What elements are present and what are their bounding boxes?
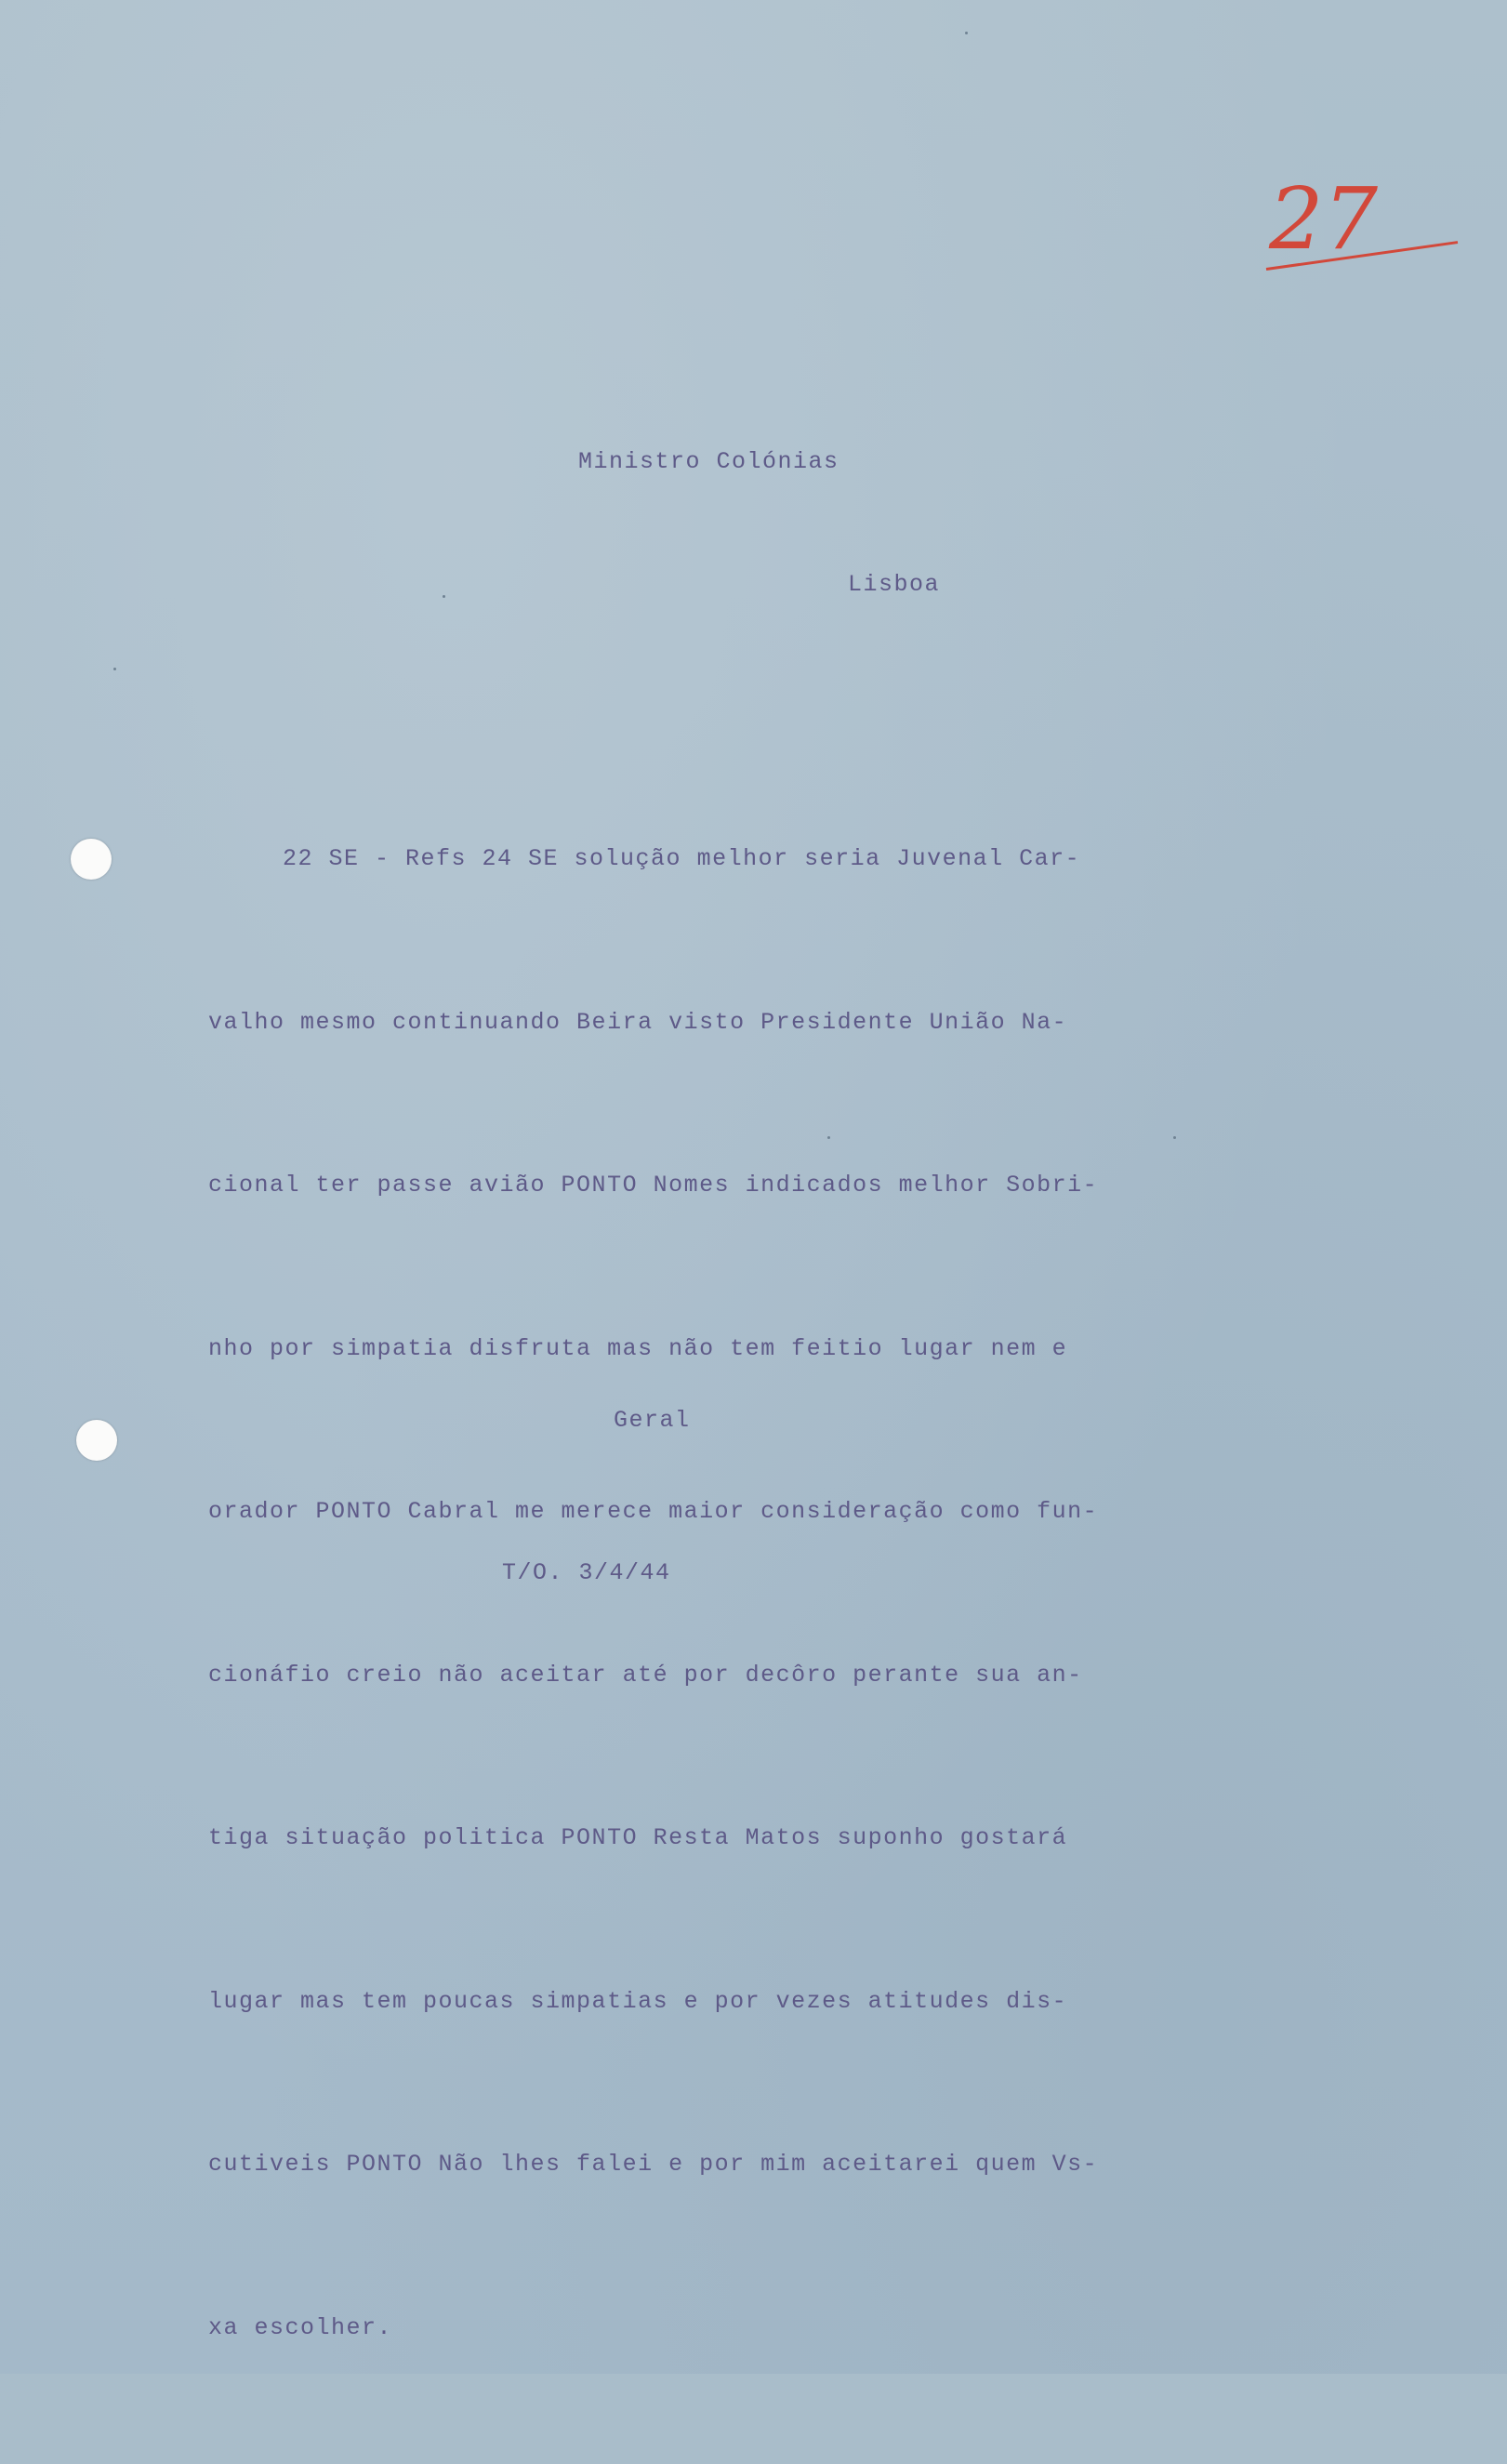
paper-speck	[827, 1136, 830, 1139]
body-line: lugar mas tem poucas simpatias e por vezes atitudes dis-	[208, 1987, 1068, 2015]
paper-speck	[1173, 1136, 1176, 1139]
body-line: cutiveis PONTO Não lhes falei e por mim aceitarei quem Vs-	[208, 2151, 1099, 2178]
page-number: 27	[1269, 169, 1379, 269]
body-line: nho por simpatia disfruta mas não tem feitio lugar nem e	[208, 1334, 1068, 1362]
body-line: cionáfio creio não aceitar até por decôro perante sua an-	[208, 1661, 1083, 1689]
body-line: orador PONTO Cabral me merece maior consideração como fun-	[208, 1498, 1099, 1525]
paper-speck	[113, 668, 116, 670]
reference: T/O. 3/4/44	[502, 1559, 671, 1586]
paper-speck	[443, 595, 445, 598]
punch-hole	[71, 839, 112, 880]
punch-hole	[76, 1420, 117, 1461]
body-line: xa escolher.	[208, 2313, 393, 2341]
body-line: 22 SE - Refs 24 SE solução melhor seria Juvenal Car-	[283, 845, 1081, 872]
addressee: Ministro Colónias	[578, 448, 839, 475]
paper-speck	[965, 32, 968, 34]
body-line: valho mesmo continuando Beira visto Presidente União Na-	[208, 1008, 1068, 1036]
city: Lisboa	[848, 571, 941, 598]
telegram-body	[208, 723, 1098, 2464]
body-line: cional ter passe avião PONTO Nomes indicados melhor Sobri-	[208, 1172, 1099, 1199]
body-line: tiga situação politica PONTO Resta Matos suponho gostará	[208, 1824, 1068, 1851]
signature: Geral	[614, 1407, 691, 1434]
